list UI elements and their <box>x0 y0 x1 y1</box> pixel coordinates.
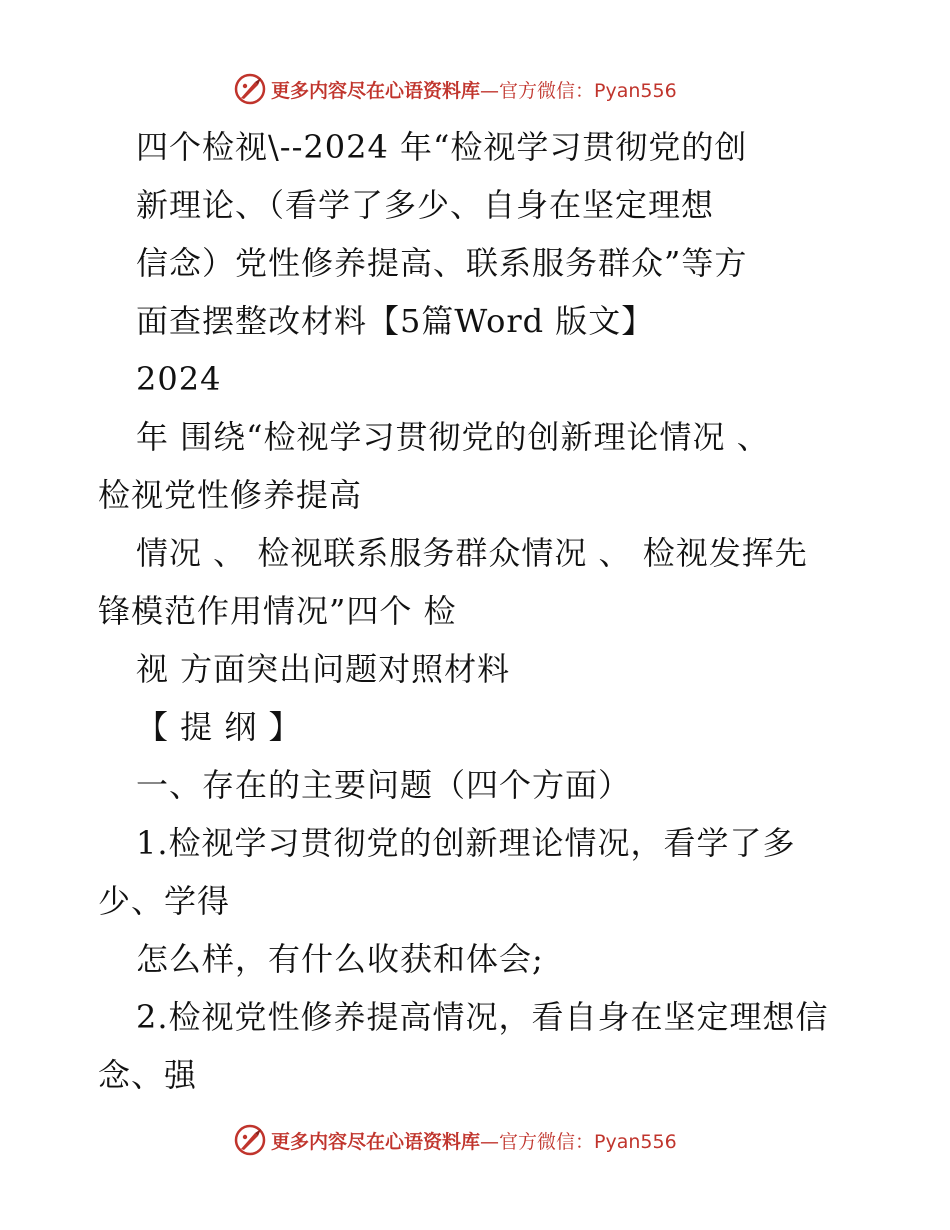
paragraph-2-line-2: 锋模范作用情况”四个 检 <box>98 592 457 630</box>
watermark-text <box>271 76 677 103</box>
feather-pen-icon <box>233 1123 267 1157</box>
watermark-separator: — <box>480 1130 500 1153</box>
title-line-1: 四个检视\--2024 年“检视学习贯彻党的创 <box>136 128 748 166</box>
watermark-text <box>271 1127 677 1154</box>
title-line-3: 信念）党性修养提高、联系服务群众”等方 <box>136 244 748 282</box>
watermark-wechat-id: Pyan556 <box>594 79 677 102</box>
item-1-line-1: 1.检视学习贯彻党的创新理论情况，看学了多 <box>136 824 796 862</box>
paragraph-1-line-2: 检视党性修养提高 <box>98 476 363 514</box>
title-line-2: 新理论、（看学了多少、自身在坚定理想 <box>136 186 715 224</box>
item-1-line-3: 怎么样，有什么收获和体会; <box>136 940 544 978</box>
paragraph-2-line-1: 情况 、 检视联系服务群众情况 、 检视发挥先 <box>136 534 808 572</box>
paragraph-3-line-1: 视 方面突出问题对照材料 <box>136 650 511 688</box>
watermark-site-name: 更多内容尽在心语资料库 <box>271 1130 481 1153</box>
title-line-4: 面查摆整改材料【5篇Word 版文】 <box>136 302 655 340</box>
item-2-line-2: 念、强 <box>98 1056 198 1094</box>
outline-heading: 【 提 纲 】 <box>136 708 302 746</box>
watermark-separator: — <box>480 79 500 102</box>
section-1-heading: 一、存在的主要问题（四个方面） <box>136 766 632 804</box>
watermark-site-name: 更多内容尽在心语资料库 <box>271 79 481 102</box>
item-1-line-2: 少、学得 <box>98 882 231 920</box>
watermark-wechat-id: Pyan556 <box>594 1130 677 1153</box>
feather-pen-icon <box>233 72 267 106</box>
item-2-line-1: 2.检视党性修养提高情况，看自身在坚定理想信 <box>136 998 829 1036</box>
watermark-wechat-label: 官方微信： <box>499 79 595 102</box>
watermark-banner-bottom <box>233 1123 677 1157</box>
paragraph-1-line-1: 年 围绕“检视学习贯彻党的创新理论情况 、 <box>136 418 770 456</box>
watermark-wechat-label: 官方微信： <box>499 1130 595 1153</box>
watermark-banner-top <box>233 72 677 106</box>
year-text: 2024 <box>136 360 222 398</box>
